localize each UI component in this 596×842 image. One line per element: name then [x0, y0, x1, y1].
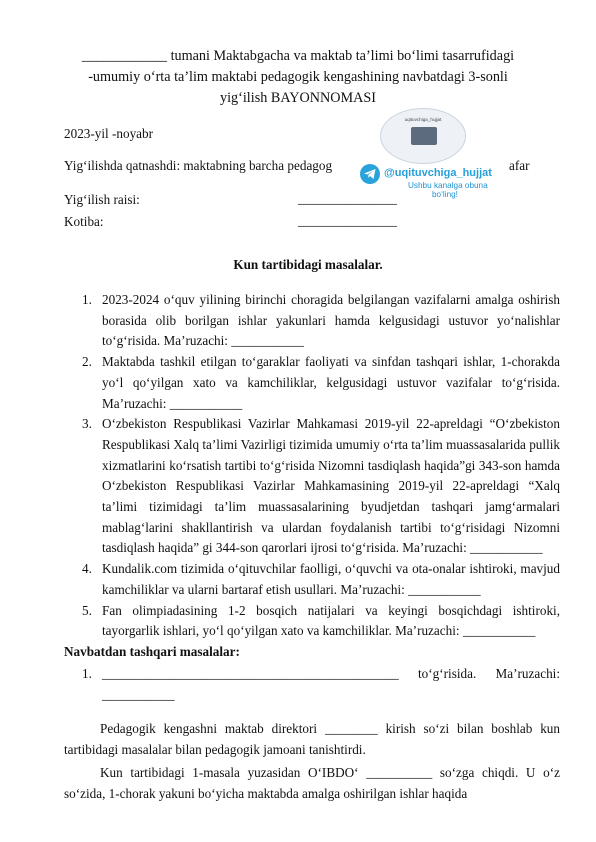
- secretary-label: Kotiba:: [64, 214, 104, 229]
- extra-issue-item: 1. _____________________________________________ to‘g‘risida. Ma’ruzachi: ___________: [82, 666, 560, 702]
- laptop-icon: [411, 127, 437, 145]
- secretary-signature-blank: _______________: [298, 213, 397, 228]
- title-line-1: ____________ tumani Maktabgacha va maktab ta’limi bo‘limi tasarrufidagi: [81, 48, 515, 64]
- chair-signature-blank: _______________: [298, 191, 397, 206]
- chair-label: Yig‘ilish raisi:: [64, 192, 140, 207]
- agenda-item: 3. O‘zbekiston Respublikasi Vazirlar Mahkamasi 2019-yil 22-apreldagi “O‘zbekiston Respublikasi Xalq ta’limi Vazirligi tizimida umumiy o‘rta ta’lim muassasalarida pullik xizmatlarini ko‘rsatish tartibi to‘g‘risida Nizomni tasdiqlash haqida”gi 343-son hamda O‘zbekiston Respublikasi Vazirlar Mahkamasining 2019-yil 22-apreldagi “Xalq ta’limi tizimidagi ta’lim muassasalarining byudjetdan tashqari jamg‘armalari mablag‘larini shakllantirish va ulardan foydalanish tartibi to‘g‘risidagi Nizomni tasdiqlash haqida” gi 344-son qarorlari ijrosi to‘g‘risida. Ma’ruzachi: ___________: [82, 416, 560, 556]
- channel-handle: @uqituvchiga_hujjat: [384, 167, 492, 179]
- title-line-2: -umumiy o‘rta ta’lim maktabi pedagogik kengashining navbatdagi 3-sonli: [88, 69, 508, 85]
- subscribe-caption-1: Ushbu kanalga obuna: [408, 181, 488, 190]
- subscribe-caption-2: bo‘ling!: [432, 190, 458, 199]
- meeting-date: 2023-yil -noyabr: [64, 126, 153, 141]
- participants-label: Yig‘ilishda qatnashdi: maktabning barcha pedagog: [64, 158, 333, 173]
- channel-logo-text: uqituvchiga_hujjat: [404, 117, 442, 122]
- participants-tail: afar: [509, 158, 530, 173]
- channel-watermark: [350, 108, 510, 204]
- agenda-heading: Kun tartibidagi masalalar.: [233, 257, 383, 272]
- agenda-list: [82, 290, 560, 642]
- title-line-3: yig‘ilish BAYONNOMASI: [220, 90, 376, 106]
- agenda-item: 5. Fan olimpiadasining 1-2 bosqich natijalari va keyingi bosqichdagi ishtiroki, tayorgarlik ishlari, yo‘l qo‘yilgan xato va kamchiliklar. Ma’ruzachi: ___________: [82, 602, 560, 639]
- channel-logo: [380, 108, 466, 164]
- extra-issues-heading: Navbatdan tashqari masalalar:: [64, 644, 240, 659]
- body-paragraph-2: Kun tartibidagi 1-masala yuzasidan O‘IBDO‘ __________ so‘zga chiqdi. U o‘z so‘zida, 1-chorak yakuni bo‘yicha maktabda amalga oshirilgan ishlar haqida: [64, 765, 560, 801]
- body-paragraph-1: Pedagogik kengashni maktab direktori ________ kirish so‘zi bilan boshlab kun tartibidagi masalalar bilan pedagogik jamoani tanishtirdi.: [64, 721, 560, 757]
- agenda-item: 2. Maktabda tashkil etilgan to‘garaklar faoliyati va sinfdan tashqari ishlar, 1-chorakda yo‘l qo‘yilgan xato va kamchiliklar, kelgusidagi ustuvor vazifalar to‘g‘risida. Ma’ruzachi: ___________: [82, 354, 560, 411]
- extra-issues-list: [82, 664, 560, 705]
- telegram-icon: [360, 164, 380, 184]
- agenda-item: 4. Kundalik.com tizimida o‘qituvchilar faolligi, o‘quvchi va ota-onalar ishtiroki, mavjud kamchiliklar va ularni bartaraf etish usullari. Ma’ruzachi: ___________: [82, 561, 560, 597]
- agenda-item: 1. 2023-2024 o‘quv yilining birinchi choragida belgilangan vazifalarni amalga oshirish borasida olib borilgan ishlar yakunlari hamda kelgusidagi ustuvor yo‘nalishlar to‘g‘risida. Ma’ruzachi: ___________: [82, 292, 560, 349]
